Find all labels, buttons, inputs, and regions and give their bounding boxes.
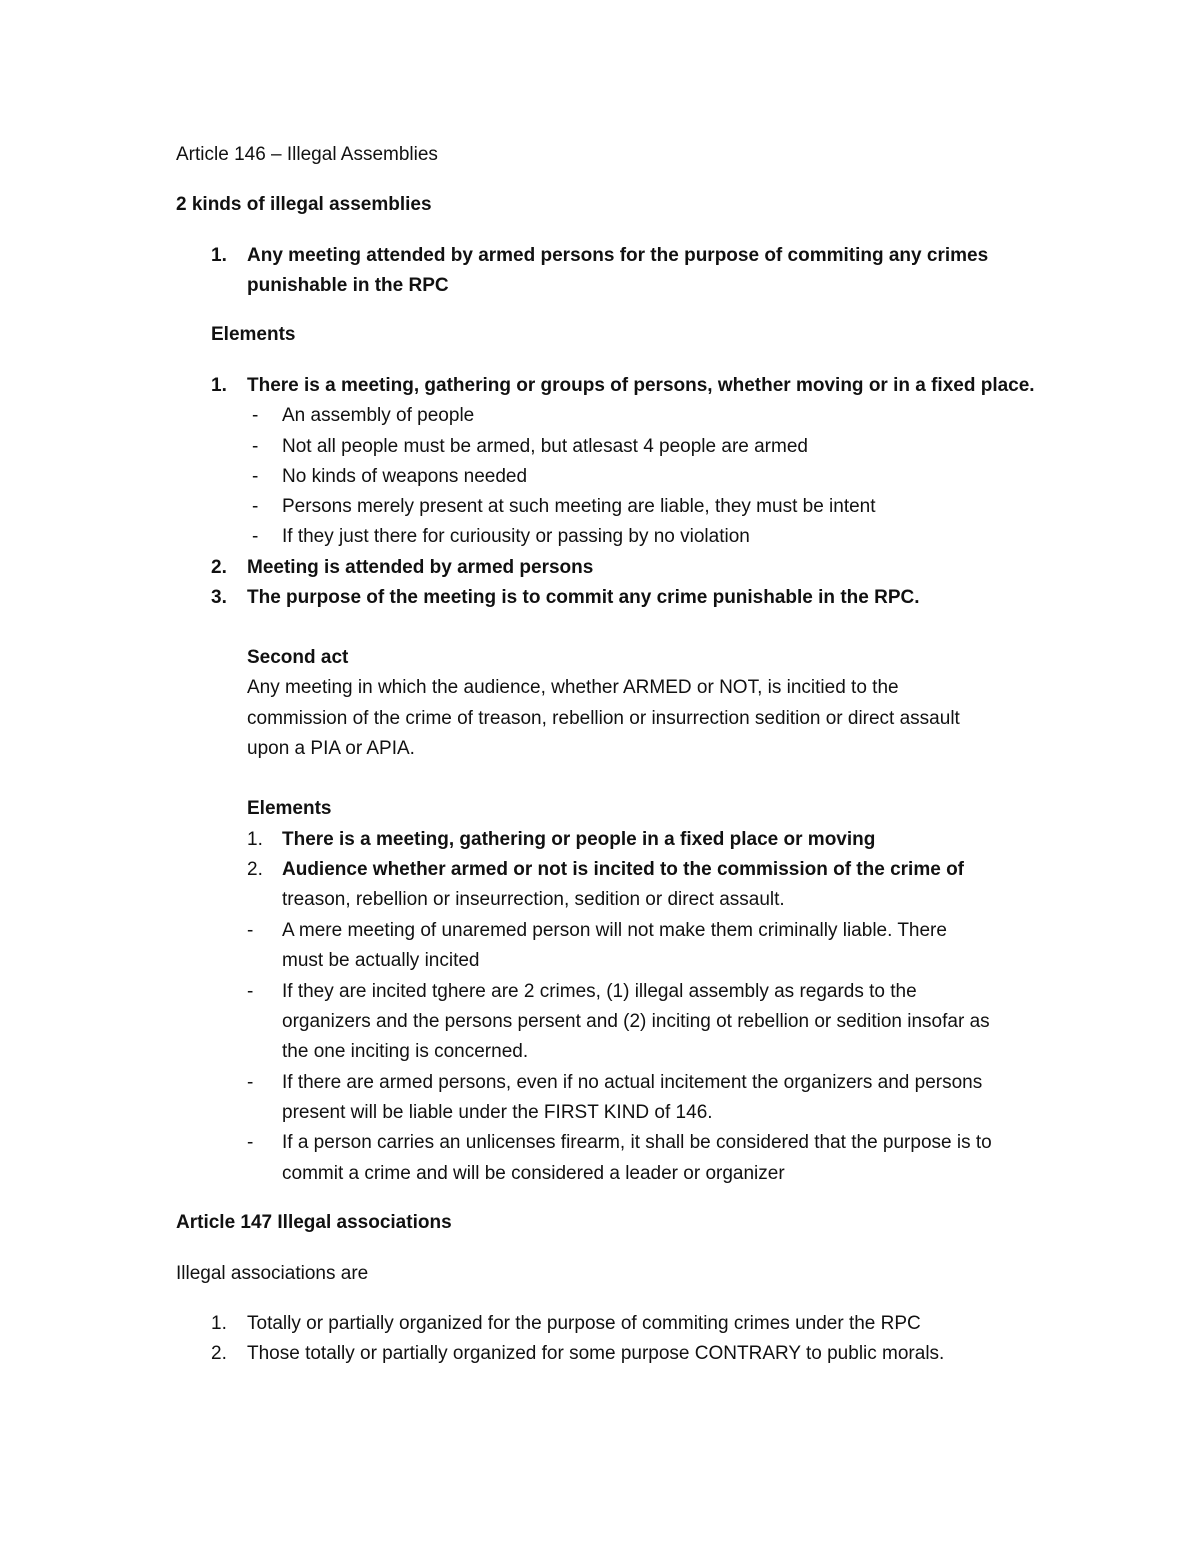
second-act-element-1-number: 1. — [247, 829, 263, 850]
second-act-note-1-line2: must be actually incited — [282, 950, 480, 971]
first-kind-number: 1. — [211, 245, 227, 266]
note-dash: - — [247, 981, 254, 1002]
second-act-elements-heading: Elements — [247, 798, 332, 819]
second-act-para-line1: Any meeting in which the audience, whether ARMED or NOT, is incitied to the — [247, 677, 899, 698]
element-1-note-3: No kinds of weapons needed — [282, 466, 528, 487]
second-act-note-4-line2: commit a crime and will be considered a leader or organizer — [282, 1163, 785, 1184]
element-3-text: The purpose of the meeting is to commit any crime punishable in the RPC. — [247, 587, 920, 608]
element-1-note-5: If they just there for curiousity or passing by no violation — [282, 526, 750, 547]
note-dash: - — [247, 1072, 254, 1093]
element-2-text: Meeting is attended by armed persons — [247, 557, 594, 578]
note-dash: - — [247, 920, 254, 941]
article-147-item-2-text: Those totally or partially organized for some purpose CONTRARY to public morals. — [247, 1343, 945, 1364]
note-dash: - — [252, 526, 259, 547]
article-147-item-2-number: 2. — [211, 1343, 227, 1364]
second-act-note-2-line1: If they are incited tghere are 2 crimes, (1) illegal assembly as regards to the — [282, 981, 917, 1002]
article-147-title: Article 147 Illegal associations — [176, 1212, 452, 1233]
second-act-element-2-cont: treason, rebellion or inseurrection, sedition or direct assault. — [282, 889, 785, 910]
article-146-title: Article 146 – Illegal Assemblies — [176, 144, 438, 165]
element-1-note-4: Persons merely present at such meeting are liable, they must be intent — [282, 496, 876, 517]
article-147-intro: Illegal associations are — [176, 1263, 369, 1284]
first-kind-line1: Any meeting attended by armed persons for the purpose of commiting any crimes — [247, 245, 989, 266]
note-dash: - — [252, 405, 259, 426]
article-147-item-1-text: Totally or partially organized for the purpose of commiting crimes under the RPC — [247, 1313, 921, 1334]
second-act-note-2-line2: organizers and the persons persent and (2) inciting ot rebellion or sedition insofar as — [282, 1011, 990, 1032]
element-1-text: There is a meeting, gathering or groups of persons, whether moving or in a fixed place. — [247, 375, 1035, 396]
second-act-heading: Second act — [247, 647, 349, 668]
second-act-note-3-line2: present will be liable under the FIRST KIND of 146. — [282, 1102, 713, 1123]
second-act-note-4-line1: If a person carries an unlicenses firearm, it shall be considered that the purpose is to — [282, 1132, 992, 1153]
second-act-note-1-line1: A mere meeting of unaremed person will not make them criminally liable. There — [282, 920, 947, 941]
note-dash: - — [247, 1132, 254, 1153]
second-act-element-2-text: Audience whether armed or not is incited to the commission of the crime of — [282, 859, 964, 880]
second-act-element-2-number: 2. — [247, 859, 263, 880]
kinds-heading: 2 kinds of illegal assemblies — [176, 194, 432, 215]
element-1-note-2: Not all people must be armed, but atlesast 4 people are armed — [282, 436, 808, 457]
second-act-para-line2: commission of the crime of treason, rebellion or insurrection sedition or direct assault — [247, 708, 960, 729]
element-1-number: 1. — [211, 375, 227, 396]
second-act-element-1-text: There is a meeting, gathering or people in a fixed place or moving — [282, 829, 876, 850]
first-kind-line2: punishable in the RPC — [247, 275, 449, 296]
second-act-note-3-line1: If there are armed persons, even if no actual incitement the organizers and persons — [282, 1072, 983, 1093]
note-dash: - — [252, 496, 259, 517]
second-act-para-line3: upon a PIA or APIA. — [247, 738, 415, 759]
element-3-number: 3. — [211, 587, 227, 608]
article-147-item-1-number: 1. — [211, 1313, 227, 1334]
element-2-number: 2. — [211, 557, 227, 578]
element-1-note-1: An assembly of people — [282, 405, 475, 426]
second-act-note-2-line3: the one inciting is concerned. — [282, 1041, 529, 1062]
elements-heading: Elements — [211, 324, 296, 345]
note-dash: - — [252, 466, 259, 487]
note-dash: - — [252, 436, 259, 457]
